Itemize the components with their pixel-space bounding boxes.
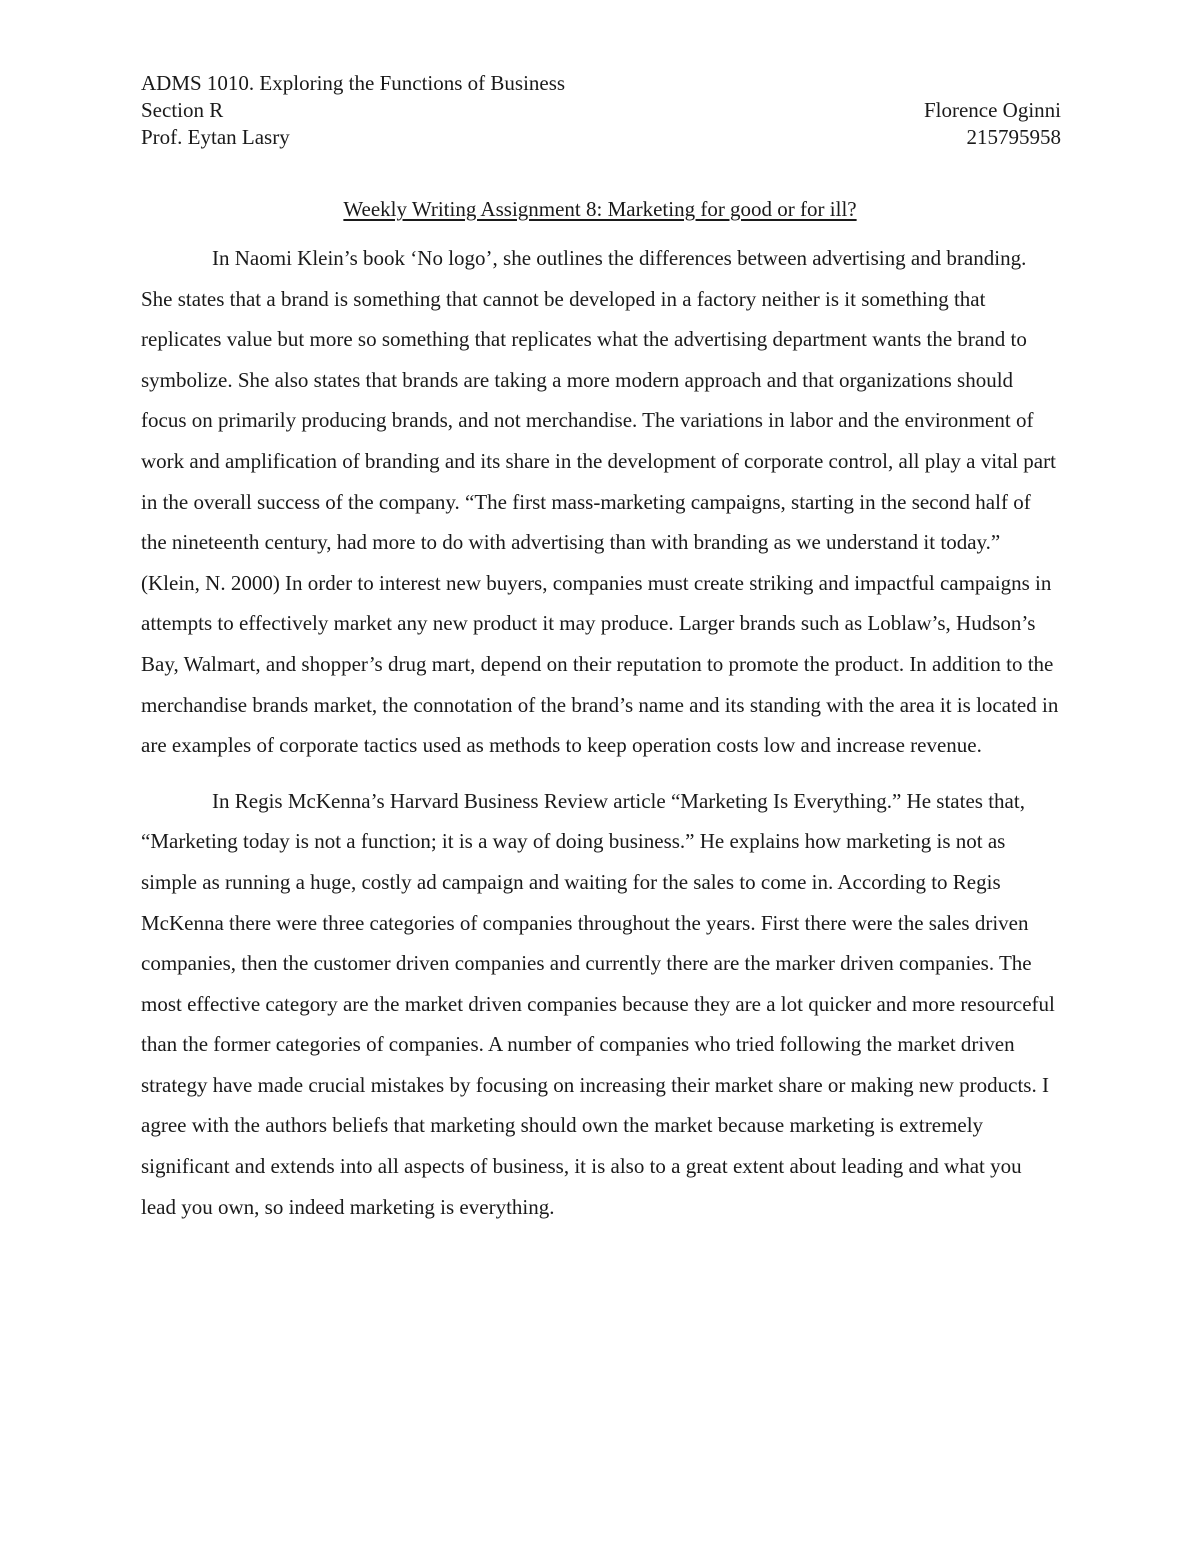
student-id: 215795958: [966, 125, 1061, 149]
paragraph-1: In Naomi Klein’s book ‘No logo’, she outlines the differences between advertising and branding. She states that a brand is something that cannot be developed in a factory neither is it something that replicates value but more so something that replicates what the advertising department wants the brand to symbolize. She also states that brands are taking a more modern approach and that organizations should focus on primarily producing brands, and not merchandise. The variations in labor and the environment of work and amplification of branding and its share in the development of corporate control, all play a vital part in the overall success of the company. “The first mass-marketing campaigns, starting in the second half of the nineteenth century, had more to do with advertising than with branding as we understand it today.” (Klein, N. 2000) In order to interest new buyers, companies must create striking and impactful campaigns in attempts to effectively market any new product it may produce. Larger brands such as Loblaw’s, Hudson’s Bay, Walmart, and shopper’s drug mart, depend on their reputation to promote the product. In addition to the merchandise brands market, the connotation of the brand’s name and its standing with the area it is located in are examples of corporate tactics used as methods to keep operation costs low and increase revenue.: [141, 246, 1059, 758]
header-row-professor: [141, 124, 1061, 151]
student-name: Florence Oginni: [923, 98, 1061, 122]
section-label: Section R: [141, 98, 224, 122]
document-body: [141, 238, 1059, 1227]
course-title: ADMS 1010. Exploring the Functions of Business: [141, 71, 566, 95]
paragraph-2: In Regis McKenna’s Harvard Business Review article “Marketing Is Everything.” He states that, “Marketing today is not a function; it is a way of doing business.” He explains how marketing is not as simple as running a huge, costly ad campaign and waiting for the sales to come in. According to Regis McKenna there were three categories of companies throughout the years. First there were the sales driven companies, then the customer driven companies and currently there are the marker driven companies. The most effective category are the market driven companies because they are a lot quicker and more resourceful than the former categories of companies. A number of companies who tried following the market driven strategy have made crucial mistakes by focusing on increasing their market share or making new products. I agree with the authors beliefs that marketing should own the market because marketing is extremely significant and extends into all aspects of business, it is also to a great extent about leading and what you lead you own, so indeed marketing is everything.: [141, 788, 1055, 1219]
professor-name: Prof. Eytan Lasry: [141, 125, 290, 149]
document-header: [141, 70, 1061, 151]
header-row-section: [141, 97, 1061, 124]
assignment-title: Weekly Writing Assignment 8: Marketing for good or for ill?: [343, 197, 857, 221]
header-row-course: [141, 70, 1061, 97]
